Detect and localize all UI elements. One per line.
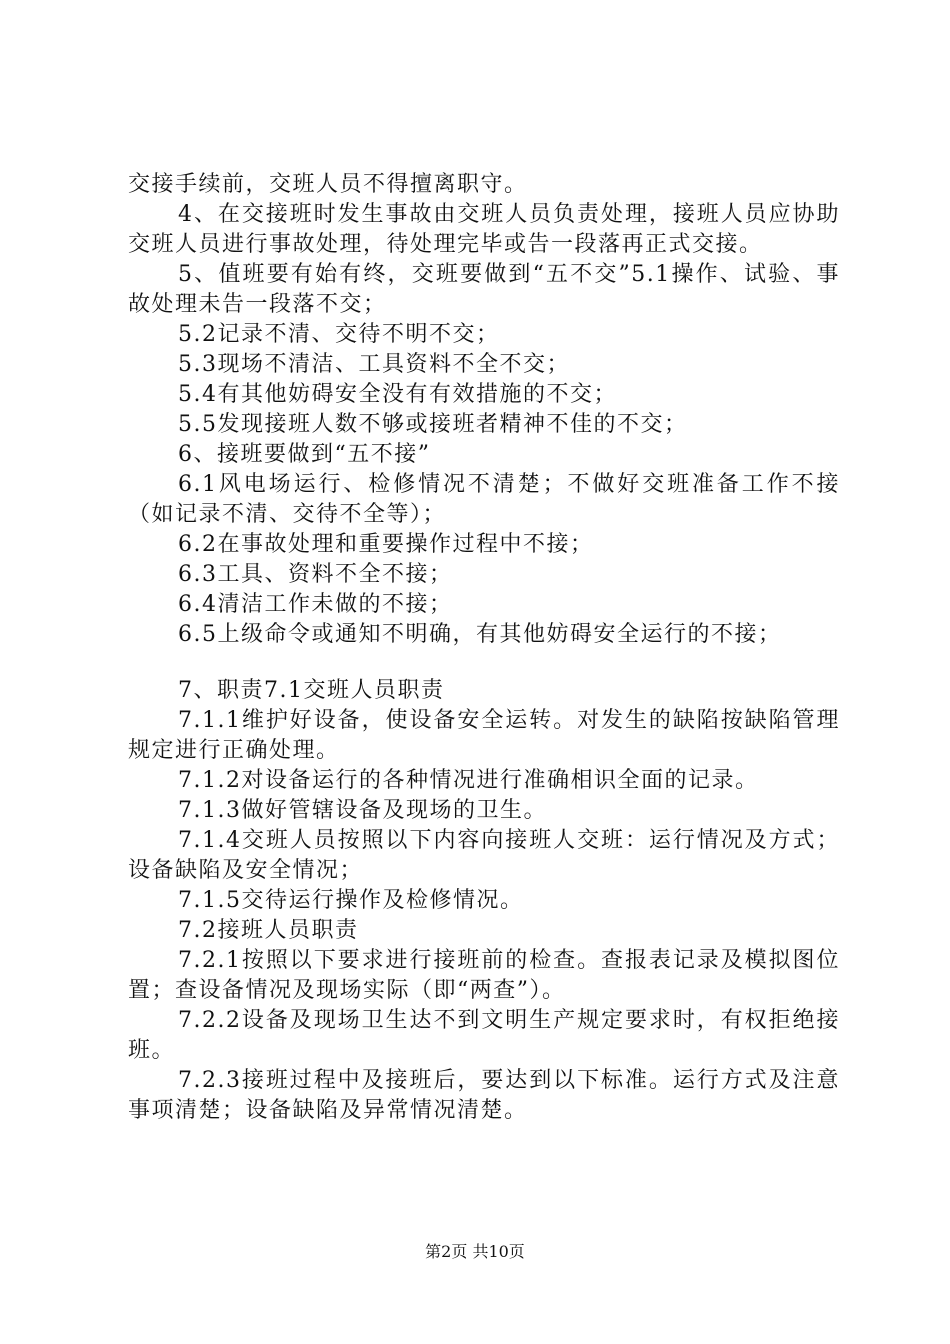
paragraph: 7.2.1按照以下要求进行接班前的检查。查报表记录及模拟图位置；查设备情况及现场实际（即“两查”）。	[128, 948, 840, 1003]
paragraph: 5、值班要有始有终，交班要做到“五不交”5.1操作、试验、事故处理未告一段落不交；	[128, 262, 840, 317]
paragraph: 7.2接班人员职责	[178, 918, 359, 943]
paragraph: 7.2.3接班过程中及接班后，要达到以下标准。运行方式及注意事项清楚；设备缺陷及异常情况清楚。	[128, 1068, 840, 1123]
paragraph: 7.1.5交待运行操作及检修情况。	[178, 888, 524, 913]
paragraph: 6.1风电场运行、检修情况不清楚；不做好交班准备工作不接（如记录不清、交待不全等）；	[128, 472, 840, 527]
paragraph: 5.5发现接班人数不够或接班者精神不佳的不交；	[178, 412, 688, 437]
paragraph: 5.2记录不清、交待不明不交；	[178, 322, 500, 347]
paragraph: 6.3工具、资料不全不接；	[178, 562, 453, 587]
paragraph: 交接手续前，交班人员不得擅离职守。	[128, 172, 528, 197]
paragraph: 7.1.2对设备运行的各种情况进行准确相识全面的记录。	[178, 768, 759, 793]
paragraph: 7.1.4交班人员按照以下内容向接班人交班：运行情况及方式；设备缺陷及安全情况；	[128, 828, 840, 883]
paragraph: 6.4清洁工作未做的不接；	[178, 592, 453, 617]
paragraph: 7.1.1维护好设备，使设备安全运转。对发生的缺陷按缺陷管理规定进行正确处理。	[128, 708, 840, 763]
paragraph: 6、接班要做到“五不接”	[178, 442, 431, 467]
paragraph: 7、职责7.1交班人员职责	[178, 678, 445, 703]
paragraph: 6.2在事故处理和重要操作过程中不接；	[178, 532, 594, 557]
paragraph: 7.1.3做好管辖设备及现场的卫生。	[178, 798, 547, 823]
paragraph: 4、在交接班时发生事故由交班人员负责处理，接班人员应协助交班人员进行事故处理，待处理完毕或告一段落再正式交接。	[128, 202, 840, 257]
paragraph: 6.5上级命令或通知不明确，有其他妨碍安全运行的不接；	[178, 622, 782, 647]
page-footer: 第2页 共10页	[425, 1242, 525, 1261]
paragraph: 5.4有其他妨碍安全没有有效措施的不交；	[178, 382, 617, 407]
paragraph-gap	[128, 650, 840, 676]
paragraph: 7.2.2设备及现场卫生达不到文明生产规定要求时，有权拒绝接班。	[128, 1008, 840, 1063]
document-body	[128, 170, 840, 1126]
paragraph: 5.3现场不清洁、工具资料不全不交；	[178, 352, 570, 377]
